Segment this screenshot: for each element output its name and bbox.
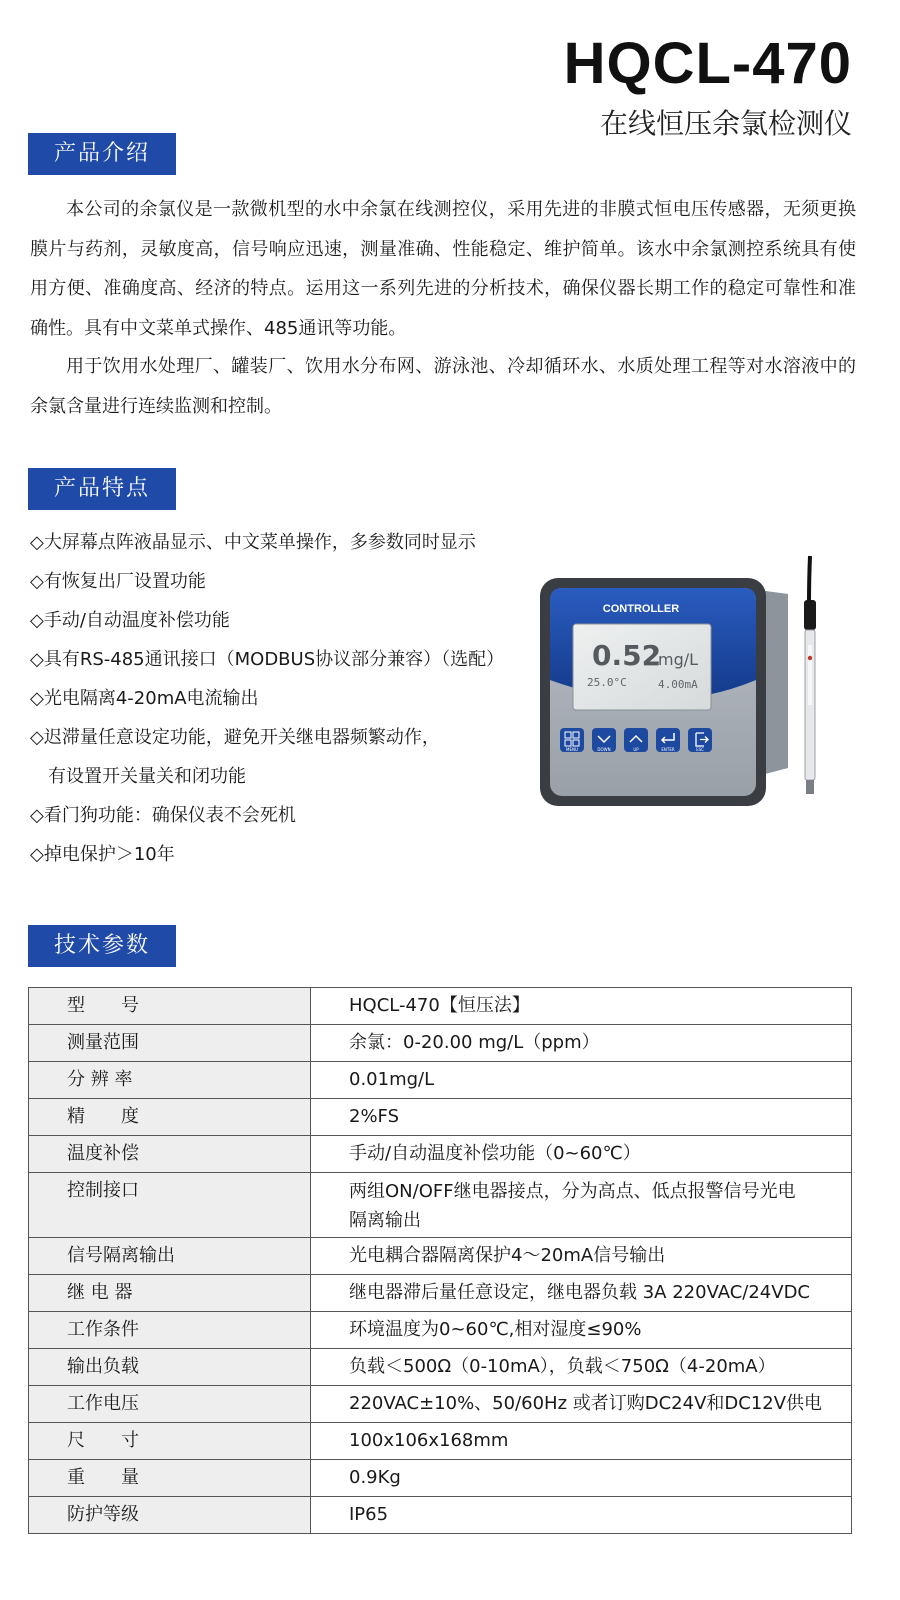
spec-key: 温度补偿 — [29, 1136, 311, 1173]
spec-value: 负载＜500Ω（0-10mA），负载＜750Ω（4-20mA） — [311, 1349, 852, 1386]
spec-value — [311, 1173, 852, 1238]
spec-value: 2%FS — [311, 1099, 852, 1136]
feature-item: ◇手动/自动温度补偿功能 — [30, 610, 230, 631]
table-row — [29, 1497, 852, 1534]
spec-value: 余氯：0-20.00 mg/L（ppm） — [311, 1025, 852, 1062]
table-row — [29, 1099, 852, 1136]
table-row — [29, 1238, 852, 1275]
feature-item: ◇大屏幕点阵液晶显示、中文菜单操作，多参数同时显示 — [30, 532, 476, 553]
section-title-specs: 技术参数 — [28, 925, 176, 967]
spec-key: 精 度 — [29, 1099, 311, 1136]
spec-value: 环境温度为0~60℃,相对湿度≤90% — [311, 1312, 852, 1349]
table-row — [29, 1136, 852, 1173]
spec-key: 重 量 — [29, 1460, 311, 1497]
feature-list — [30, 523, 504, 874]
spec-value: 手动/自动温度补偿功能（0~60℃） — [311, 1136, 852, 1173]
table-row — [29, 1386, 852, 1423]
spec-value: 0.01mg/L — [311, 1062, 852, 1099]
product-subtitle: 在线恒压余氯检测仪 — [599, 107, 852, 140]
feature-item: ◇掉电保护＞10年 — [30, 844, 175, 865]
controller-device-image — [530, 550, 860, 810]
table-row — [29, 1423, 852, 1460]
spec-key: 控制接口 — [29, 1173, 311, 1238]
section-title-features: 产品特点 — [28, 468, 176, 510]
feature-item: ◇有恢复出厂设置功能 — [30, 571, 206, 592]
spec-value: 0.9Kg — [311, 1460, 852, 1497]
spec-key: 防护等级 — [29, 1497, 311, 1534]
model-title: HQCL-470 — [563, 31, 852, 96]
enter-button[interactable] — [656, 728, 680, 752]
esc-button[interactable] — [688, 728, 712, 752]
lcd-reading: 0.52 — [592, 639, 662, 672]
table-row — [29, 1173, 852, 1238]
spec-key: 尺 寸 — [29, 1423, 311, 1460]
table-row — [29, 1062, 852, 1099]
spec-key: 分 辨 率 — [29, 1062, 311, 1099]
spec-key: 输出负载 — [29, 1349, 311, 1386]
table-row — [29, 1460, 852, 1497]
intro-paragraph-1: 本公司的余氯仪是一款微机型的水中余氯在线测控仪，采用先进的非膜式恒电压传感器，无须更换膜片与药剂，灵敏度高，信号响应迅速，测量准确、性能稳定、维护简单。该水中余氯测控系统具有使用方便、准确度高、经济的特点。运用这一系列先进的分析技术，确保仪器长期工作的稳定可靠性和准确性。具有中文菜单式操作、485通讯等功能。 — [30, 199, 856, 339]
lcd-temperature: 25.0°C — [587, 676, 627, 689]
lcd-current: 4.00mA — [658, 678, 698, 691]
spec-key: 工作电压 — [29, 1386, 311, 1423]
spec-key: 信号隔离输出 — [29, 1238, 311, 1275]
spec-value: 继电器滞后量任意设定，继电器负载 3A 220VAC/24VDC — [311, 1275, 852, 1312]
table-row — [29, 1349, 852, 1386]
up-button-label: UP — [633, 747, 639, 752]
table-row — [29, 988, 852, 1025]
menu-button-label: MENU — [566, 747, 578, 752]
device-brand-label: CONTROLLER — [602, 603, 680, 615]
feature-item: ◇光电隔离4-20mA电流输出 — [30, 688, 259, 709]
spec-value: 220VAC±10%、50/60Hz 或者订购DC24V和DC12V供电 — [311, 1386, 852, 1423]
section-title-intro: 产品介绍 — [28, 133, 176, 175]
lcd-unit: mg/L — [658, 650, 699, 669]
esc-button-label: ESC — [696, 747, 704, 752]
menu-button[interactable] — [560, 728, 584, 752]
sensor-probe — [804, 556, 816, 794]
up-button[interactable] — [624, 728, 648, 752]
spec-key: 测量范围 — [29, 1025, 311, 1062]
feature-item: 有设置开关量关和闭功能 — [48, 766, 246, 787]
spec-value-line-2: 隔离输出 — [349, 1210, 421, 1231]
spec-value: 光电耦合器隔离保护4～20mA信号输出 — [311, 1238, 852, 1275]
spec-value: 100x106x168mm — [311, 1423, 852, 1460]
intro-paragraph-2: 用于饮用水处理厂、罐装厂、饮用水分布网、游泳池、冷却循环水、水质处理工程等对水溶液中的余氯含量进行连续监测和控制。 — [30, 356, 856, 417]
spec-value-line-1: 两组ON/OFF继电器接点，分为高点、低点报警信号光电 — [349, 1181, 796, 1202]
spec-key: 型 号 — [29, 988, 311, 1025]
down-button-label: DOWN — [597, 747, 611, 752]
feature-item: ◇具有RS-485通讯接口（MODBUS协议部分兼容）（选配） — [30, 649, 505, 670]
feature-item: ◇看门狗功能：确保仪表不会死机 — [30, 805, 296, 826]
spec-value: HQCL-470【恒压法】 — [311, 988, 852, 1025]
down-button[interactable] — [592, 728, 616, 752]
table-row — [29, 1312, 852, 1349]
spec-table — [28, 987, 852, 1534]
table-row — [29, 1275, 852, 1312]
spec-key: 工作条件 — [29, 1312, 311, 1349]
table-row — [29, 1025, 852, 1062]
spec-key: 继 电 器 — [29, 1275, 311, 1312]
feature-item: ◇迟滞量任意设定功能，避免开关继电器频繁动作， — [30, 727, 440, 748]
spec-value: IP65 — [311, 1497, 852, 1534]
enter-button-label: ENTER — [661, 747, 675, 752]
